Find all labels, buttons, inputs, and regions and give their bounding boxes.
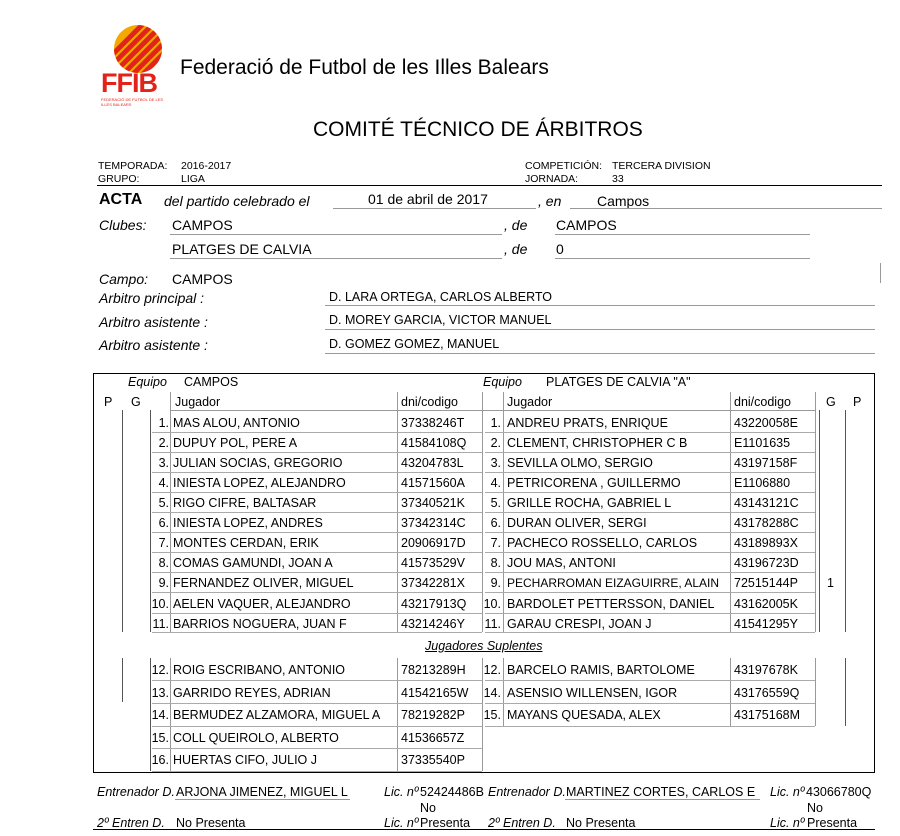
away-dni: 43178288C xyxy=(734,516,799,530)
club1-de: , de xyxy=(504,217,528,233)
away-right xyxy=(815,392,816,632)
away-no: No xyxy=(807,801,823,815)
away-dni: E1101635 xyxy=(734,436,791,450)
home-sub-dni: 37335540P xyxy=(401,753,465,767)
grupo-label: GRUPO: xyxy=(98,173,140,185)
away-lic-label: Lic. nº xyxy=(770,785,805,799)
home-name: FERNANDEZ OLIVER, MIGUEL xyxy=(173,576,354,590)
home-sub-num: 12. xyxy=(151,663,169,677)
home-dni: 37342281X xyxy=(401,576,465,590)
club2-line xyxy=(170,258,502,259)
meta-divider xyxy=(97,185,882,186)
home-dni: 37342314C xyxy=(401,516,466,530)
suplentes-label: Jugadores Suplentes xyxy=(425,639,543,653)
away-dni: 43162005K xyxy=(734,597,798,611)
temporada-value: 2016-2017 xyxy=(181,160,232,172)
home-num: 2. xyxy=(158,436,169,450)
away-second: No Presenta xyxy=(566,816,636,830)
club2-de: , de xyxy=(504,241,528,257)
ffib-logo-subtext: FEDERACIÓ DE FUTBOL DE LES ILLES BALEARS xyxy=(101,97,164,107)
away-name: BARDOLET PETTERSSON, DANIEL xyxy=(507,597,715,611)
away-dni: 43197158F xyxy=(734,456,798,470)
home-coach-line xyxy=(175,799,350,800)
row-line xyxy=(152,703,482,704)
row-line xyxy=(152,492,482,493)
away-dni: 72515144P xyxy=(734,576,798,590)
row-line xyxy=(485,432,815,433)
home-sub-num: 13. xyxy=(151,686,169,700)
acta-phrase: del partido celebrado el xyxy=(164,193,310,209)
home-name: JULIAN SOCIAS, GREGORIO xyxy=(173,456,343,470)
away-sub-dni: 43175168M xyxy=(734,708,801,722)
away-g: 1 xyxy=(827,576,834,590)
temporada-label: TEMPORADA: xyxy=(98,160,168,172)
home-sub-dni: 78213289H xyxy=(401,663,466,677)
campo-value: CAMPOS xyxy=(172,271,233,287)
asistente1-value: D. MOREY GARCIA, VICTOR MANUEL xyxy=(329,313,552,327)
row-line xyxy=(152,452,482,453)
home-team-name: CAMPOS xyxy=(184,375,239,389)
grupo-value: LIGA xyxy=(181,173,205,185)
home-name: INIESTA LOPEZ, ALEJANDRO xyxy=(173,476,346,490)
club1: CAMPOS xyxy=(172,217,233,233)
jornada-label: JORNADA: xyxy=(525,173,579,185)
away-p-header: P xyxy=(853,395,862,409)
home-coach: ARJONA JIMENEZ, MIGUEL L xyxy=(176,785,348,799)
row-line xyxy=(485,592,815,593)
away-sub-dni-left xyxy=(730,658,731,726)
away-sub-num: 14. xyxy=(483,686,501,700)
home-sub-num: 14. xyxy=(151,708,169,722)
row-line xyxy=(485,512,815,513)
home-no: No xyxy=(420,801,436,815)
clubes-label: Clubes: xyxy=(99,217,147,233)
away-name: GARAU CRESPI, JOAN J xyxy=(507,617,652,631)
committee-title: COMITÉ TÉCNICO DE ÁRBITROS xyxy=(313,118,643,141)
away-dni: E1106880 xyxy=(734,476,791,490)
home-sub-left-a xyxy=(122,658,123,702)
date-line xyxy=(333,208,536,209)
home-num: 3. xyxy=(158,456,169,470)
home-lic: 52424486B xyxy=(420,785,484,799)
club2: PLATGES DE CALVIA xyxy=(172,241,312,257)
home-sub-num: 16. xyxy=(151,753,169,767)
ffib-logo-text: FFIB xyxy=(101,68,157,98)
home-lic2-label: Lic. nº xyxy=(384,816,419,830)
home-num: 7. xyxy=(158,536,169,550)
row-line xyxy=(485,703,815,704)
away-name: PACHECO ROSSELLO, CARLOS xyxy=(507,536,698,550)
row-line xyxy=(485,726,815,727)
row-line xyxy=(485,492,815,493)
row-line xyxy=(152,748,482,749)
away-num: 10. xyxy=(483,597,501,611)
away-dni: 43220058E xyxy=(734,416,798,430)
away-sub-right xyxy=(815,658,816,726)
acta-en: , en xyxy=(538,193,562,209)
away-equipo-label: Equipo xyxy=(483,375,522,389)
row-line xyxy=(152,532,482,533)
away-num: 11. xyxy=(484,617,501,631)
away-coach: MARTINEZ CORTES, CARLOS E xyxy=(566,785,756,799)
home-sub-dni: 41542165W xyxy=(401,686,469,700)
away-num: 5. xyxy=(490,496,501,510)
away-jugador-header: Jugador xyxy=(507,395,553,409)
away-sub-gp xyxy=(845,658,846,726)
away-sub-num: 12. xyxy=(483,663,501,677)
home-dni: 43214246Y xyxy=(401,617,465,631)
row-line xyxy=(152,552,482,553)
away-team-name: PLATGES DE CALVIA "A" xyxy=(546,375,691,389)
club1-line xyxy=(170,234,502,235)
home-name: RIGO CIFRE, BALTASAR xyxy=(173,496,317,510)
away-num: 3. xyxy=(490,456,501,470)
away-dni: 43196723D xyxy=(734,556,799,570)
row-line xyxy=(485,552,815,553)
away-name: GRILLE ROCHA, GABRIEL L xyxy=(507,496,672,510)
row-line xyxy=(152,472,482,473)
away-lic: 43066780Q xyxy=(806,785,872,799)
row-line xyxy=(485,613,815,614)
row-line xyxy=(485,632,815,633)
row-line xyxy=(485,452,815,453)
row-line xyxy=(152,592,482,593)
row-line xyxy=(152,572,482,573)
row-line xyxy=(152,771,482,772)
away-num: 8. xyxy=(490,556,501,570)
home-name: MONTES CERDAN, ERIK xyxy=(173,536,319,550)
away-lic2-label: Lic. nº xyxy=(770,816,805,830)
home-sub-name: BERMUDEZ ALZAMORA, MIGUEL A xyxy=(173,708,381,722)
away-num: 2. xyxy=(490,436,501,450)
away-name: PECHARROMAN EIZAGUIRRE, ALAIN xyxy=(507,576,720,590)
principal-line xyxy=(325,305,875,306)
campo-marker xyxy=(880,263,881,283)
club2-de-line xyxy=(555,258,810,259)
away-sub-name: ASENSIO WILLENSEN, IGOR xyxy=(507,686,678,700)
away-dni: 43143121C xyxy=(734,496,799,510)
home-dni: 37340521K xyxy=(401,496,465,510)
away-sub-num: 15. xyxy=(483,708,501,722)
away-sub-dni: 43176559Q xyxy=(734,686,800,700)
row-line xyxy=(152,632,482,633)
home-name: DUPUY POL, PERE A xyxy=(173,436,298,450)
home-p-header: P xyxy=(104,395,113,409)
away-sub-dni: 43197678K xyxy=(734,663,798,677)
home-name: MAS ALOU, ANTONIO xyxy=(173,416,300,430)
away-g-left xyxy=(819,410,820,632)
away-name: CLEMENT, CHRISTOPHER C B xyxy=(507,436,688,450)
home-segundo-label: 2º Entren D. xyxy=(97,816,165,830)
competicion-value: TERCERA DIVISION xyxy=(612,160,711,172)
home-num: 6. xyxy=(158,516,169,530)
home-sub-name: GARRIDO REYES, ADRIAN xyxy=(173,686,331,700)
away-num: 7. xyxy=(490,536,501,550)
home-name: AELEN VAQUER, ALEJANDRO xyxy=(173,597,351,611)
club1-de-value: CAMPOS xyxy=(556,217,617,233)
asistente2-label: Arbitro asistente : xyxy=(99,337,208,353)
place-line xyxy=(570,208,882,209)
row-line xyxy=(152,726,482,727)
away-name: DURAN OLIVER, SERGI xyxy=(507,516,647,530)
home-dni-header: dni/codigo xyxy=(401,395,458,409)
asistente1-label: Arbitro asistente : xyxy=(99,314,208,330)
away-num: 6. xyxy=(490,516,501,530)
home-second: No Presenta xyxy=(176,816,246,830)
principal-label: Arbitro principal : xyxy=(99,290,205,306)
away-num: 9. xyxy=(490,576,501,590)
row-line xyxy=(485,532,815,533)
home-num: 5. xyxy=(158,496,169,510)
home-sub-name: COLL QUEIROLO, ALBERTO xyxy=(173,731,339,745)
home-entrenador-label: Entrenador D. xyxy=(97,785,175,799)
asistente2-line xyxy=(325,353,875,354)
home-name: COMAS GAMUNDI, JOAN A xyxy=(173,556,333,570)
home-sub-name: ROIG ESCRIBANO, ANTONIO xyxy=(173,663,346,677)
away-name: SEVILLA OLMO, SERGIO xyxy=(507,456,653,470)
away-coach-line xyxy=(565,799,760,800)
home-jugador-header: Jugador xyxy=(175,395,221,409)
header-row-line xyxy=(170,410,815,411)
match-place: Campos xyxy=(597,193,650,209)
home-dni: 41571560A xyxy=(401,476,465,490)
home-sub-dni: 41536657Z xyxy=(401,731,465,745)
home-sub-num: 15. xyxy=(151,731,169,745)
away-sub-name-left xyxy=(503,658,504,726)
home-num: 1. xyxy=(158,416,169,430)
away-num: 1. xyxy=(490,416,501,430)
home-dni: 41573529V xyxy=(401,556,465,570)
away-dni: 41541295Y xyxy=(734,617,798,631)
home-pg-divider xyxy=(122,410,123,632)
home-sub-name: HUERTAS CIFO, JULIO J xyxy=(173,753,318,767)
away-gp-divider xyxy=(845,410,846,632)
home-name: INIESTA LOPEZ, ANDRES xyxy=(173,516,323,530)
match-date: 01 de abril de 2017 xyxy=(368,191,488,207)
row-line xyxy=(152,512,482,513)
home-lic-label: Lic. nº xyxy=(384,785,419,799)
home-num: 9. xyxy=(158,576,169,590)
home-num: 11. xyxy=(152,617,169,631)
home-sub-name-left xyxy=(170,658,171,771)
away-name: PETRICORENA , GUILLERMO xyxy=(507,476,681,490)
away-num: 4. xyxy=(490,476,501,490)
away-dni: 43189893X xyxy=(734,536,798,550)
away-name: JOU MAS, ANTONI xyxy=(507,556,616,570)
club2-de-value: 0 xyxy=(556,241,564,257)
principal-value: D. LARA ORTEGA, CARLOS ALBERTO xyxy=(329,290,552,304)
home-dni: 43204783L xyxy=(401,456,464,470)
campo-label: Campo: xyxy=(99,271,149,287)
row-line xyxy=(485,680,815,681)
acta-title: ACTA xyxy=(99,191,143,208)
home-num: 4. xyxy=(158,476,169,490)
home-presenta: Presenta xyxy=(420,816,471,830)
home-dni: 37338246T xyxy=(401,416,465,430)
row-line xyxy=(152,613,482,614)
away-entrenador-label: Entrenador D. xyxy=(488,785,566,799)
home-right xyxy=(482,392,483,632)
home-dni: 20906917D xyxy=(401,536,466,550)
away-sub-name: BARCELO RAMIS, BARTOLOME xyxy=(507,663,695,677)
home-num: 10. xyxy=(151,597,169,611)
asistente2-value: D. GOMEZ GOMEZ, MANUEL xyxy=(329,337,500,351)
row-line xyxy=(485,572,815,573)
jornada-value: 33 xyxy=(612,173,624,185)
away-sub-name: MAYANS QUESADA, ALEX xyxy=(507,708,661,722)
away-presenta: Presenta xyxy=(807,816,858,830)
competicion-label: COMPETICIÓN: xyxy=(525,160,603,172)
away-segundo-label: 2º Entren D. xyxy=(488,816,556,830)
row-line xyxy=(152,432,482,433)
home-equipo-label: Equipo xyxy=(128,375,167,389)
home-dni: 43217913Q xyxy=(401,597,467,611)
row-line xyxy=(152,680,482,681)
home-g-header: G xyxy=(131,395,141,409)
club1-de-line xyxy=(555,234,810,235)
home-sub-dni: 78219282P xyxy=(401,708,465,722)
home-sub-dni-left xyxy=(397,658,398,771)
away-dni-header: dni/codigo xyxy=(734,395,791,409)
home-dni: 41584108Q xyxy=(401,436,467,450)
row-line xyxy=(485,472,815,473)
home-num: 8. xyxy=(158,556,169,570)
footer-line xyxy=(93,829,875,830)
asistente1-line xyxy=(325,329,875,330)
home-name: BARRIOS NOGUERA, JUAN F xyxy=(173,617,347,631)
federation-name: Federació de Futbol de les Illes Balears xyxy=(180,56,549,79)
away-name: ANDREU PRATS, ENRIQUE xyxy=(507,416,668,430)
away-g-header: G xyxy=(826,395,836,409)
